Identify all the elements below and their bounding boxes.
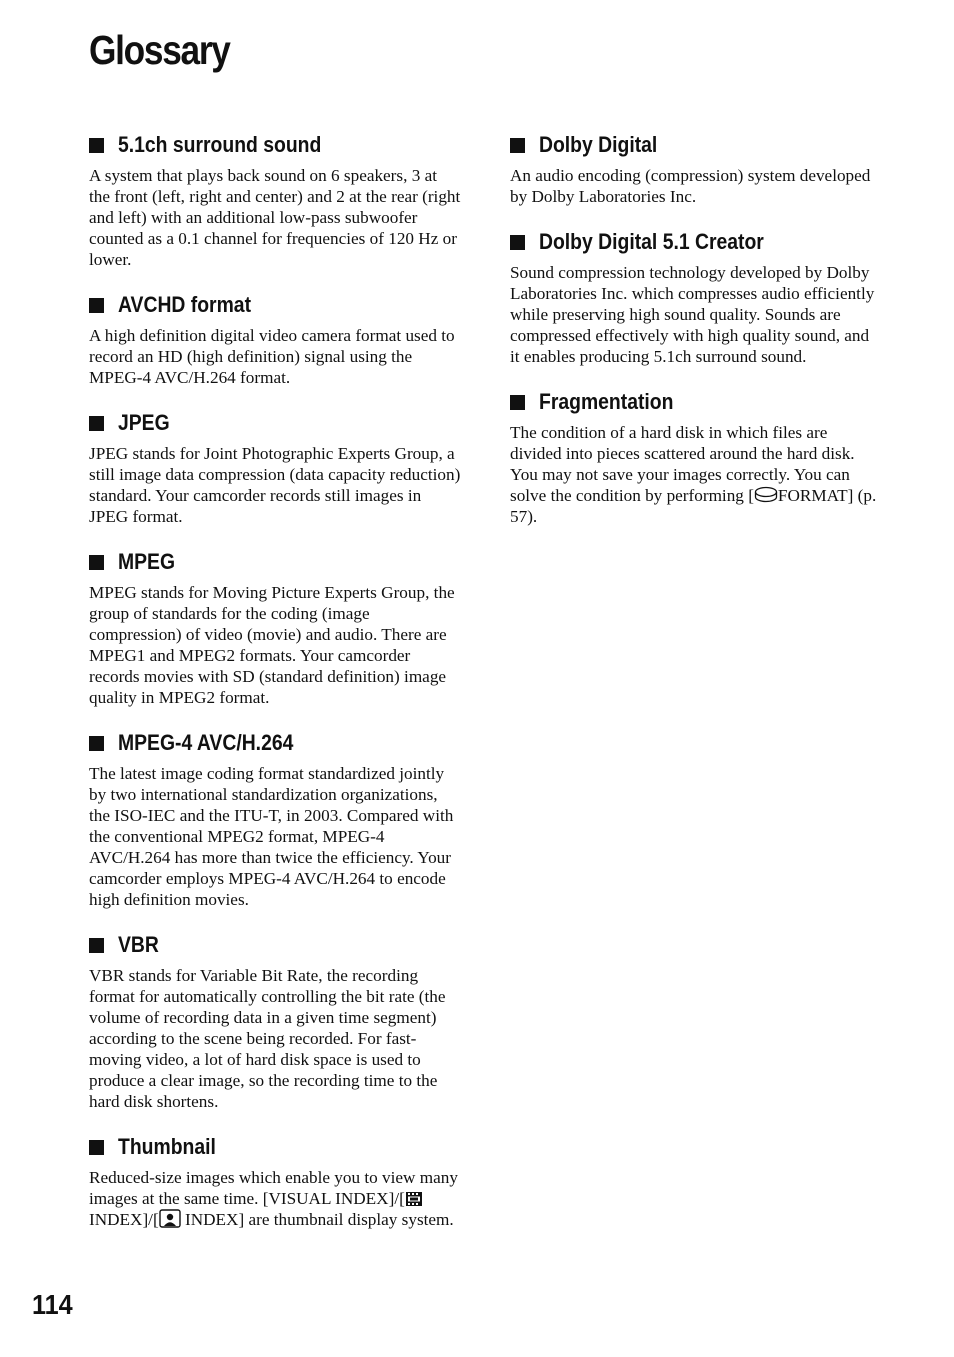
glossary-entry (89, 929, 461, 1112)
term-definition: VBR stands for Variable Bit Rate, the recording format for automatically controlling the bit rate (the volume of recording data in a given time segment) according to the scene being recorded. For fast-moving video, a lot of hard disk space is used to produce a clear image, so the recording time to the hard disk shortens. (89, 966, 446, 1111)
term-heading: Dolby Digital 5.1 Creator (510, 226, 882, 258)
face-icon (159, 1209, 181, 1228)
term-heading: Thumbnail (89, 1131, 461, 1163)
term-heading: MPEG-4 AVC/H.264 (89, 727, 461, 759)
square-bullet-icon (89, 938, 104, 953)
glossary-entry (89, 727, 461, 910)
square-bullet-icon (510, 138, 525, 153)
term-heading: MPEG (89, 546, 461, 578)
hard-disk-icon (754, 486, 778, 504)
term-heading: 5.1ch surround sound (89, 129, 461, 161)
square-bullet-icon (510, 235, 525, 250)
term-heading: VBR (89, 929, 461, 961)
glossary-entry (89, 546, 461, 708)
term-definition: An audio encoding (compression) system developed by Dolby Laboratories Inc. (510, 166, 871, 206)
glossary-entry (89, 289, 461, 388)
term-definition: Sound compression technology developed by Dolby Laboratories Inc. which compresses audio efficiently while preserving high sound quality. Sounds are compressed effectively with high quality sound, and it enables producing 5.1ch surround sound. (510, 263, 875, 366)
square-bullet-icon (89, 138, 104, 153)
square-bullet-icon (510, 395, 525, 410)
square-bullet-icon (89, 298, 104, 313)
term-definition: The condition of a hard disk in which files are divided into pieces scattered around the hard disk. You may not save your images correctly. You can solve the condition by performing [ FORMAT] (p. 57). (510, 423, 877, 526)
square-bullet-icon (89, 416, 104, 431)
term-definition: MPEG stands for Moving Picture Experts Group, the group of standards for the coding (image compression) of video (movie) and audio. There are MPEG1 and MPEG2 formats. Your camcorder records movies with SD (standard definition) image quality in MPEG2 format. (89, 583, 455, 707)
glossary-entry (510, 386, 882, 527)
film-roll-icon (405, 1191, 423, 1207)
term-definition: Reduced-size images which enable you to view many images at the same time. [VISUAL INDEX]/[ INDEX]/[ INDEX] are thumbnail display system. (89, 1168, 458, 1229)
glossary-entry (510, 129, 882, 207)
term-definition: A system that plays back sound on 6 speakers, 3 at the front (left, right and center) and 2 at the rear (right and left) with an additional low-pass subwoofer counted as a 0.1 channel for frequencies of 120 Hz or lower. (89, 166, 461, 269)
term-definition: JPEG stands for Joint Photographic Experts Group, a still image data compression (data capacity reduction) standard. Your camcorder records still images in JPEG format. (89, 444, 461, 526)
glossary-entry (89, 407, 461, 527)
term-definition: A high definition digital video camera format used to record an HD (high definition) signal using the MPEG-4 AVC/H.264 format. (89, 326, 455, 387)
square-bullet-icon (89, 1140, 104, 1155)
glossary-entry (510, 226, 882, 367)
glossary-entry (89, 1131, 461, 1230)
glossary-entry (89, 129, 461, 270)
right-column (510, 129, 882, 546)
term-definition: The latest image coding format standardized jointly by two international standardization organizations, the ISO-IEC and the ITU-T, in 2003. Compared with the conventional MPEG2 format, MPEG-4 AVC/H.264 has more than twice the efficiency. Your camcorder employs MPEG-4 AVC/H.264 to encode high definition movies. (89, 764, 454, 909)
term-heading: AVCHD format (89, 289, 461, 321)
term-heading: Fragmentation (510, 386, 882, 418)
term-heading: Dolby Digital (510, 129, 882, 161)
square-bullet-icon (89, 736, 104, 751)
page-number: 114 (32, 1289, 73, 1320)
page-title: Glossary (89, 27, 230, 73)
square-bullet-icon (89, 555, 104, 570)
term-heading: JPEG (89, 407, 461, 439)
left-column (89, 129, 461, 1249)
